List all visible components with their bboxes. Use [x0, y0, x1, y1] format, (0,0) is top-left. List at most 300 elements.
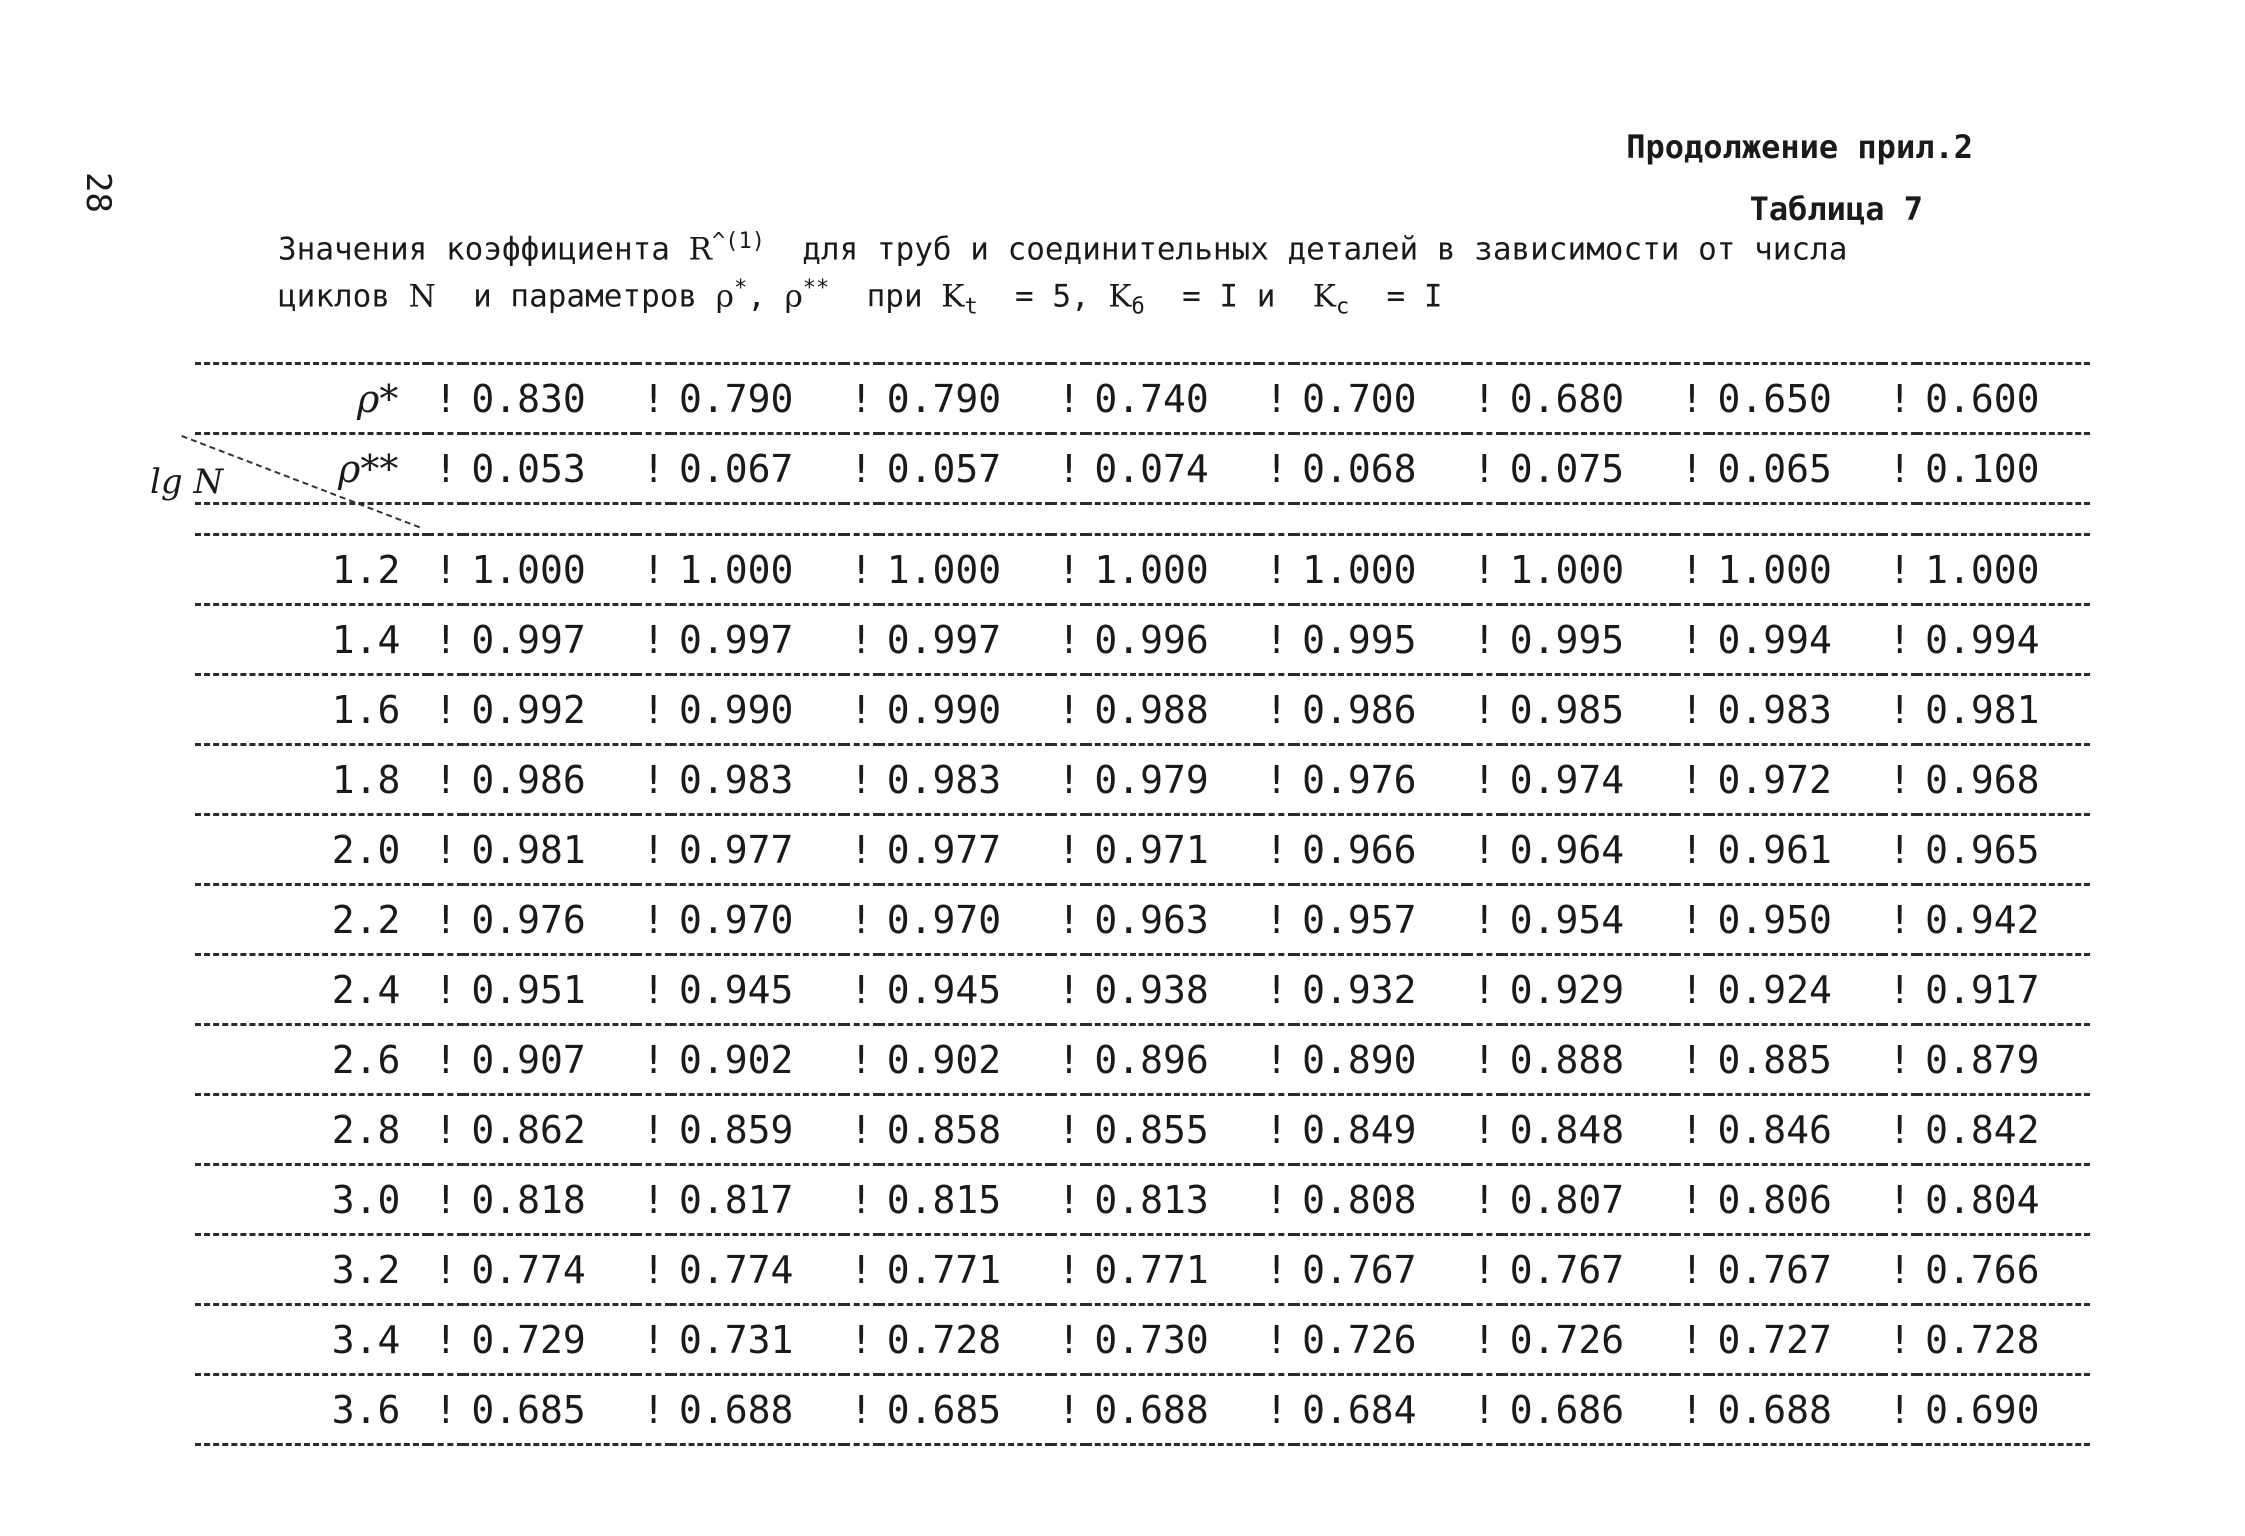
column-separator: !: [1882, 885, 1917, 955]
coefficient-value: 0.774: [671, 1235, 844, 1305]
rho-star-cell: 0.680: [1502, 364, 1675, 434]
lgn-value: 3.2: [195, 1235, 428, 1305]
rho-star-cell: 0.830: [463, 364, 636, 434]
coefficient-value: 0.971: [1086, 815, 1259, 885]
coefficient-value: 0.818: [463, 1165, 636, 1235]
rho-star-cell: 0.700: [1294, 364, 1467, 434]
column-separator: !: [844, 434, 879, 504]
coefficient-value: 1.000: [879, 535, 1052, 605]
coefficient-value: 0.979: [1086, 745, 1259, 815]
column-separator: !: [1882, 675, 1917, 745]
column-separator: !: [1467, 1165, 1502, 1235]
column-separator: !: [636, 955, 671, 1025]
column-separator: !: [1675, 815, 1710, 885]
column-separator: !: [1675, 885, 1710, 955]
coefficient-value: 0.686: [1502, 1375, 1675, 1445]
rho-star-cell: 0.790: [671, 364, 844, 434]
coefficient-value: 0.858: [879, 1095, 1052, 1165]
coefficient-value: 0.983: [671, 745, 844, 815]
coefficient-superscript: ^(1): [711, 229, 765, 254]
column-separator: !: [636, 1375, 671, 1445]
coefficient-value: 1.000: [1709, 535, 1882, 605]
lgn-value: 1.6: [195, 675, 428, 745]
coefficient-value: 0.950: [1709, 885, 1882, 955]
coefficient-value: 0.981: [1917, 675, 2090, 745]
table-row: [195, 745, 2090, 815]
coefficient-value: 0.997: [671, 605, 844, 675]
coefficient-value: 0.997: [463, 605, 636, 675]
column-separator: !: [1467, 675, 1502, 745]
coefficient-value: 0.983: [1709, 675, 1882, 745]
column-separator: !: [1051, 605, 1086, 675]
column-separator: !: [1675, 675, 1710, 745]
rho-symbol: ρ: [784, 278, 803, 315]
k-subscript: t: [964, 294, 978, 320]
column-separator: !: [1467, 1025, 1502, 1095]
coefficient-value: 0.996: [1086, 605, 1259, 675]
coefficient-value: 0.817: [671, 1165, 844, 1235]
column-separator: !: [1259, 815, 1294, 885]
coefficient-value: 1.000: [1086, 535, 1259, 605]
table-row: [195, 1165, 2090, 1235]
column-separator: !: [428, 1235, 463, 1305]
k-subscript: c: [1335, 294, 1350, 320]
column-separator: !: [1259, 955, 1294, 1025]
rho-star-label: ρ*: [195, 364, 428, 434]
lgn-value: 1.4: [195, 605, 428, 675]
coefficient-value: 0.970: [879, 885, 1052, 955]
column-separator: !: [428, 675, 463, 745]
column-separator: !: [844, 364, 879, 434]
coefficient-value: 0.896: [1086, 1025, 1259, 1095]
coefficient-value: 0.972: [1709, 745, 1882, 815]
column-separator: !: [1259, 1375, 1294, 1445]
lgn-value: 3.4: [195, 1305, 428, 1375]
lgn-value: 2.2: [195, 885, 428, 955]
column-separator: !: [1675, 745, 1710, 815]
coefficient-value: 0.888: [1502, 1025, 1675, 1095]
coefficient-value: 0.977: [671, 815, 844, 885]
coefficient-value: 0.729: [463, 1305, 636, 1375]
table-body: [195, 364, 2090, 1445]
column-separator: !: [1467, 434, 1502, 504]
coefficient-value: 0.981: [463, 815, 636, 885]
column-separator: !: [636, 605, 671, 675]
coefficient-value: 0.961: [1709, 815, 1882, 885]
continuation-label: Продолжение прил.2: [1626, 128, 1973, 166]
coefficient-value: 0.976: [463, 885, 636, 955]
column-separator: !: [844, 675, 879, 745]
column-separator: !: [1675, 1025, 1710, 1095]
rho-2star-cell: 0.067: [671, 434, 844, 504]
column-separator: !: [1259, 1025, 1294, 1095]
coefficient-value: 1.000: [671, 535, 844, 605]
column-separator: !: [1675, 364, 1710, 434]
coefficient-value: 0.990: [879, 675, 1052, 745]
column-separator: !: [1467, 364, 1502, 434]
column-separator: !: [1675, 1095, 1710, 1165]
coefficient-value: 0.890: [1294, 1025, 1467, 1095]
caption-text: ,: [747, 278, 785, 315]
column-separator: !: [636, 434, 671, 504]
column-separator: !: [1051, 815, 1086, 885]
caption-text: = I и: [1144, 278, 1313, 315]
coefficient-value: 0.885: [1709, 1025, 1882, 1095]
coefficient-value: 0.994: [1709, 605, 1882, 675]
column-separator: !: [1882, 364, 1917, 434]
column-separator: !: [844, 745, 879, 815]
column-separator: !: [1051, 1165, 1086, 1235]
coefficient-value: 0.983: [879, 745, 1052, 815]
column-separator: !: [1675, 1305, 1710, 1375]
lgn-axis-label: lg N: [150, 462, 224, 502]
coefficient-value: 0.945: [671, 955, 844, 1025]
coefficient-table: [195, 362, 2090, 1446]
rho-2star-cell: 0.057: [879, 434, 1052, 504]
coefficient-value: 0.907: [463, 1025, 636, 1095]
coefficient-value: 0.977: [879, 815, 1052, 885]
coefficient-value: 0.726: [1502, 1305, 1675, 1375]
coefficient-value: 0.767: [1294, 1235, 1467, 1305]
column-separator: !: [1259, 605, 1294, 675]
coefficient-value: 0.688: [1709, 1375, 1882, 1445]
table-caption: [278, 222, 2078, 328]
column-separator: !: [636, 815, 671, 885]
coefficient-value: 0.685: [463, 1375, 636, 1445]
caption-text: для труб и соединительных деталей в зависимости от числа: [764, 231, 1848, 268]
rho-star-cell: 0.740: [1086, 364, 1259, 434]
column-separator: !: [1259, 1165, 1294, 1235]
coefficient-value: 0.813: [1086, 1165, 1259, 1235]
coefficient-value: 0.964: [1502, 815, 1675, 885]
coefficient-value: 0.862: [463, 1095, 636, 1165]
coefficient-value: 0.965: [1917, 815, 2090, 885]
column-separator: !: [1882, 955, 1917, 1025]
rho-star-cell: 0.790: [879, 364, 1052, 434]
column-separator: !: [1882, 1025, 1917, 1095]
column-separator: !: [636, 364, 671, 434]
coefficient-value: 0.945: [879, 955, 1052, 1025]
caption-text: циклов: [278, 278, 409, 315]
coefficient-value: 0.966: [1294, 815, 1467, 885]
coefficient-value: 0.842: [1917, 1095, 2090, 1165]
coefficient-value: 0.997: [879, 605, 1052, 675]
table-row: [195, 955, 2090, 1025]
column-separator: !: [1051, 434, 1086, 504]
column-separator: !: [1259, 364, 1294, 434]
column-separator: !: [428, 364, 463, 434]
column-separator: !: [428, 1305, 463, 1375]
coefficient-value: 0.902: [671, 1025, 844, 1095]
table-row: [195, 885, 2090, 955]
rho-2star-cell: 0.053: [463, 434, 636, 504]
column-separator: !: [1259, 675, 1294, 745]
coefficient-value: 0.726: [1294, 1305, 1467, 1375]
column-separator: !: [1051, 1095, 1086, 1165]
column-separator: !: [1259, 1235, 1294, 1305]
column-separator: !: [1882, 1375, 1917, 1445]
coefficient-value: 0.932: [1294, 955, 1467, 1025]
column-separator: !: [1467, 1375, 1502, 1445]
lgn-value: 2.8: [195, 1095, 428, 1165]
caption-text: = 5,: [977, 278, 1109, 315]
column-separator: !: [1467, 1235, 1502, 1305]
column-separator: !: [844, 1305, 879, 1375]
column-separator: !: [844, 1235, 879, 1305]
table-row: [195, 1235, 2090, 1305]
column-separator: !: [1882, 1235, 1917, 1305]
column-separator: !: [1467, 1305, 1502, 1375]
column-separator: !: [428, 955, 463, 1025]
column-separator: !: [1051, 745, 1086, 815]
column-separator: !: [1259, 1095, 1294, 1165]
page-number: 28: [78, 172, 118, 213]
caption-text: Значения коэффициента: [278, 231, 689, 268]
column-separator: !: [844, 955, 879, 1025]
column-separator: !: [636, 535, 671, 605]
column-separator: !: [1051, 955, 1086, 1025]
column-separator: !: [428, 434, 463, 504]
coefficient-value: 0.976: [1294, 745, 1467, 815]
column-separator: !: [636, 1025, 671, 1095]
coefficient-value: 0.807: [1502, 1165, 1675, 1235]
column-separator: !: [1882, 434, 1917, 504]
coefficient-value: 0.938: [1086, 955, 1259, 1025]
coefficient-value: 0.992: [463, 675, 636, 745]
caption-line-1: [278, 222, 2078, 269]
coefficient-value: 0.968: [1917, 745, 2090, 815]
column-separator: !: [1051, 535, 1086, 605]
coefficient-value: 0.808: [1294, 1165, 1467, 1235]
column-separator: !: [1051, 1025, 1086, 1095]
column-separator: !: [636, 1095, 671, 1165]
caption-text: при: [829, 278, 942, 315]
header-gap-cell: [195, 504, 2090, 535]
coefficient-value: 0.957: [1294, 885, 1467, 955]
coefficient-value: 0.688: [671, 1375, 844, 1445]
caption-line-2: [278, 269, 2078, 328]
caption-text: = I: [1349, 278, 1443, 315]
rho-2star-cell: 0.074: [1086, 434, 1259, 504]
coefficient-value: 0.995: [1294, 605, 1467, 675]
column-separator: !: [428, 1025, 463, 1095]
rho-2star-row: [195, 434, 2090, 504]
column-separator: !: [636, 1235, 671, 1305]
table-row: [195, 605, 2090, 675]
coefficient-value: 1.000: [463, 535, 636, 605]
coefficient-value: 0.804: [1917, 1165, 2090, 1235]
column-separator: !: [1467, 745, 1502, 815]
coefficient-value: 0.859: [671, 1095, 844, 1165]
column-separator: !: [844, 535, 879, 605]
column-separator: !: [428, 535, 463, 605]
lgn-value: 2.4: [195, 955, 428, 1025]
rho-star-superscript: *: [733, 276, 748, 302]
column-separator: !: [1259, 1305, 1294, 1375]
column-separator: !: [1882, 1305, 1917, 1375]
coefficient-value: 0.929: [1502, 955, 1675, 1025]
column-separator: !: [844, 1095, 879, 1165]
column-separator: !: [428, 605, 463, 675]
column-separator: !: [1882, 1165, 1917, 1235]
lgn-value: 1.8: [195, 745, 428, 815]
coefficient-value: 0.774: [463, 1235, 636, 1305]
coefficient-value: 0.974: [1502, 745, 1675, 815]
coefficient-value: 0.690: [1917, 1375, 2090, 1445]
coefficient-value: 0.685: [879, 1375, 1052, 1445]
coefficient-value: 0.986: [1294, 675, 1467, 745]
coefficient-value: 0.849: [1294, 1095, 1467, 1165]
column-separator: !: [1051, 885, 1086, 955]
coefficient-value: 0.766: [1917, 1235, 2090, 1305]
column-separator: !: [1882, 535, 1917, 605]
coefficient-value: 0.994: [1917, 605, 2090, 675]
table-row: [195, 1025, 2090, 1095]
column-separator: !: [1259, 885, 1294, 955]
lgn-value: 1.2: [195, 535, 428, 605]
rho-2star-cell: 0.065: [1709, 434, 1882, 504]
coefficient-value: 0.771: [1086, 1235, 1259, 1305]
coefficient-value: 0.951: [463, 955, 636, 1025]
table-row: [195, 675, 2090, 745]
column-separator: !: [636, 745, 671, 815]
lgn-value: 2.6: [195, 1025, 428, 1095]
coefficient-value: 0.942: [1917, 885, 2090, 955]
coefficient-value: 0.767: [1502, 1235, 1675, 1305]
coefficient-value: 0.731: [671, 1305, 844, 1375]
lgn-value: 2.0: [195, 815, 428, 885]
coefficient-value: 0.806: [1709, 1165, 1882, 1235]
table-row: [195, 815, 2090, 885]
rho-2star-cell: 0.068: [1294, 434, 1467, 504]
coefficient-value: 0.728: [1917, 1305, 2090, 1375]
coefficient-value: 1.000: [1917, 535, 2090, 605]
coefficient-value: 1.000: [1294, 535, 1467, 605]
column-separator: !: [428, 885, 463, 955]
column-separator: !: [1675, 1235, 1710, 1305]
coefficient-value: 0.688: [1086, 1375, 1259, 1445]
coefficient-value: 0.855: [1086, 1095, 1259, 1165]
column-separator: !: [428, 815, 463, 885]
lgn-value: 3.0: [195, 1165, 428, 1235]
coefficient-symbol: R: [688, 231, 712, 268]
coefficient-value: 0.902: [879, 1025, 1052, 1095]
column-separator: !: [1675, 535, 1710, 605]
table-row: [195, 535, 2090, 605]
column-separator: !: [1675, 955, 1710, 1025]
column-separator: !: [1675, 1375, 1710, 1445]
column-separator: !: [1051, 1235, 1086, 1305]
header-gap-row: [195, 504, 2090, 535]
coefficient-value: 0.848: [1502, 1095, 1675, 1165]
column-separator: !: [1051, 364, 1086, 434]
column-separator: !: [844, 605, 879, 675]
rho-star-cell: 0.650: [1709, 364, 1882, 434]
column-separator: !: [1675, 434, 1710, 504]
cycles-symbol: N: [408, 278, 436, 315]
column-separator: !: [636, 885, 671, 955]
coefficient-value: 0.954: [1502, 885, 1675, 955]
column-separator: !: [636, 675, 671, 745]
k-symbol: K: [1108, 278, 1132, 315]
column-separator: !: [1051, 1305, 1086, 1375]
coefficient-value: 0.727: [1709, 1305, 1882, 1375]
column-separator: !: [428, 745, 463, 815]
rho-star-row: [195, 364, 2090, 434]
column-separator: !: [1259, 745, 1294, 815]
column-separator: !: [844, 885, 879, 955]
coefficient-value: 0.846: [1709, 1095, 1882, 1165]
column-separator: !: [1882, 605, 1917, 675]
rho-star-cell: 0.600: [1917, 364, 2090, 434]
table-row: [195, 1095, 2090, 1165]
rho-2star-superscript: **: [802, 276, 830, 302]
column-separator: !: [636, 1305, 671, 1375]
column-separator: !: [1882, 1095, 1917, 1165]
caption-text: и параметров: [435, 278, 716, 315]
column-separator: !: [428, 1375, 463, 1445]
coefficient-value: 0.963: [1086, 885, 1259, 955]
column-separator: !: [428, 1095, 463, 1165]
column-separator: !: [636, 1165, 671, 1235]
column-separator: !: [1467, 535, 1502, 605]
rho-symbol: ρ: [715, 278, 734, 315]
column-separator: !: [1467, 885, 1502, 955]
k-symbol: K: [941, 278, 965, 315]
column-separator: !: [1467, 1095, 1502, 1165]
k-symbol: K: [1312, 278, 1336, 315]
column-separator: !: [428, 1165, 463, 1235]
coefficient-value: 0.995: [1502, 605, 1675, 675]
column-separator: !: [1882, 815, 1917, 885]
column-separator: !: [1051, 675, 1086, 745]
coefficient-value: 0.730: [1086, 1305, 1259, 1375]
coefficient-value: 0.771: [879, 1235, 1052, 1305]
column-separator: !: [1675, 605, 1710, 675]
column-separator: !: [1675, 1165, 1710, 1235]
coefficient-value: 0.879: [1917, 1025, 2090, 1095]
column-separator: !: [844, 815, 879, 885]
k-subscript: б: [1131, 294, 1145, 320]
column-separator: !: [1259, 434, 1294, 504]
table-row: [195, 1375, 2090, 1445]
coefficient-value: 0.970: [671, 885, 844, 955]
coefficient-value: 0.986: [463, 745, 636, 815]
coefficient-value: 0.988: [1086, 675, 1259, 745]
column-separator: !: [1467, 815, 1502, 885]
rho-2star-cell: 0.075: [1502, 434, 1675, 504]
column-separator: !: [1882, 745, 1917, 815]
column-separator: !: [1467, 955, 1502, 1025]
coefficient-value: 0.684: [1294, 1375, 1467, 1445]
coefficient-value: 0.728: [879, 1305, 1052, 1375]
table-number-label: Таблица 7: [1749, 190, 1923, 228]
table-row: [195, 1305, 2090, 1375]
rho-2star-label: ρ**: [195, 434, 428, 504]
column-separator: !: [844, 1375, 879, 1445]
coefficient-value: 0.767: [1709, 1235, 1882, 1305]
coefficient-value: 0.990: [671, 675, 844, 745]
coefficient-value: 1.000: [1502, 535, 1675, 605]
column-separator: !: [1051, 1375, 1086, 1445]
lgn-value: 3.6: [195, 1375, 428, 1445]
coefficient-value: 0.815: [879, 1165, 1052, 1235]
coefficient-value: 0.924: [1709, 955, 1882, 1025]
column-separator: !: [844, 1165, 879, 1235]
column-separator: !: [844, 1025, 879, 1095]
coefficient-value: 0.985: [1502, 675, 1675, 745]
rho-2star-cell: 0.100: [1917, 434, 2090, 504]
